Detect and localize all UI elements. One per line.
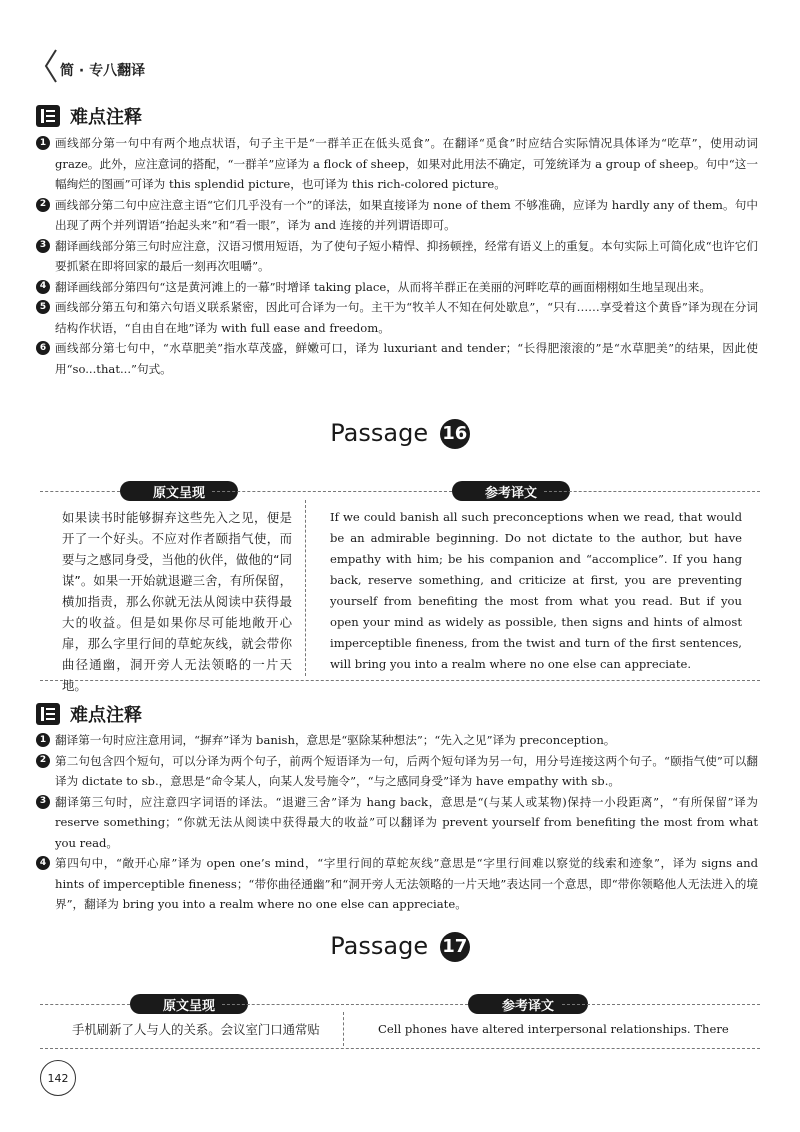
translation-label: 参考译文	[452, 481, 570, 501]
column-divider	[305, 500, 306, 676]
notes-icon	[36, 703, 60, 725]
section1-notes	[36, 133, 758, 379]
note-text: 画线部分第二句中应注意主语“它们几乎没有一个”的译法，如果直接译为 none of them 不够准确，应译为 hardly any of them。句中出现了两个并列谓语“抬起头来”和“看一眼”，译为 and 连接的并列谓语即可。	[55, 197, 758, 232]
divider-line	[222, 1004, 468, 1005]
section2-notes	[36, 730, 758, 915]
note-number: 4	[36, 280, 50, 294]
divider-line	[562, 1004, 760, 1005]
note-item	[36, 730, 758, 751]
note-number: 3	[36, 239, 50, 253]
note-item	[36, 133, 758, 195]
note-text: 画线部分第七句中，“水草肥美”指水草茂盛，鲜嫩可口，译为 luxuriant and tender；“长得肥滚滚的”是“水草肥美”的结果，因此使用“so...that...”句式。	[55, 341, 758, 376]
section1-title: 难点注释	[36, 103, 142, 129]
passage17-number-badge: 17	[440, 932, 470, 962]
note-text: 翻译画线部分第四句“这是黄河滩上的一幕”时增译 taking place，从而将羊群正在美丽的河畔吃草的画面栩栩如生地呈现出来。	[55, 279, 711, 294]
passage16-original-text: 如果读书时能够摒弃这些先入之见，便是开了一个好头。不应对作者颐指气使，而要与之感同身受，当他的伙伴，做他的“同谋”。如果一开始就退避三舍，有所保留，横加指责，那么你就无法从阅读中获得最大的收益。但是如果你尽可能地敞开心扉，那么字里行间的草蛇灰线，就会带你曲径通幽，洞开旁人无法领略的一片天地。	[62, 510, 292, 693]
passage16-number-badge: 16	[440, 419, 470, 449]
note-text: 第四句中，“敞开心扉”译为 open one’s mind，“字里行间的草蛇灰线”意思是“字里行间难以察觉的线索和迹象”，译为 signs and hints of imperceptible fineness；“带你曲径通幽”和“洞开旁人无法领略的一片天地”表达同一个意思，即“带你领略他人无法进入的境界”，翻译为 bring you into a realm where no one else can appreciate。	[55, 856, 758, 911]
header-section-label: 简 · 专八翻译	[60, 63, 146, 79]
note-text: 画线部分第五句和第六句语义联系紧密，因此可合译为一句。主干为“牧羊人不知在何处歇息”，“只有……享受着这个黄昏”译为现在分词结构作状语，“自由自在地”译为 with full ease and freedom。	[55, 300, 758, 335]
section2-title: 难点注释	[36, 701, 142, 727]
note-number: 1	[36, 136, 50, 150]
divider-line	[212, 491, 452, 492]
note-text: 翻译画线部分第三句时应注意，汉语习惯用短语，为了使句子短小精悍、抑扬顿挫，经常有语义上的重复。本句实际上可简化成“也许它们要抓紧在即将回家的最后一刻再次咀嚼”。	[55, 238, 758, 273]
passage16-translation-text: If we could banish all such preconceptions when we read, that would be an admirable beginning. Do not dictate to the author, but have empathy with him; be his companion and “accomplice”. If you hang back, reserve something, and criticize at first, you are preventing yourself from benefiting the most from what you read. But if you open your mind as widely as possible, then signs and hints of almost imperceptible fineness, from the twist and turn of the first sentences, will bring you into a realm where no one else can appreciate.	[330, 510, 742, 671]
note-number: 2	[36, 754, 50, 768]
passage17-translation-text: Cell phones have altered interpersonal relationships. There	[378, 1022, 729, 1036]
divider-line	[40, 1048, 760, 1049]
note-item	[36, 277, 758, 298]
page-number: 142	[40, 1060, 76, 1096]
note-number: 5	[36, 300, 50, 314]
note-item	[36, 297, 758, 338]
note-item	[36, 853, 758, 915]
note-number: 1	[36, 733, 50, 747]
note-item	[36, 236, 758, 277]
note-item	[36, 195, 758, 236]
note-item	[36, 751, 758, 792]
notes-icon	[36, 105, 60, 127]
divider-line	[40, 491, 120, 492]
original-text-label: 原文呈现	[120, 481, 238, 501]
note-text: 翻译第三句时，应注意四字词语的译法。“退避三舍”译为 hang back，意思是“(与某人或某物)保持一小段距离”，“有所保留”译为 reserve something；“你就无法从阅读中获得最大的收益”可以翻译为 prevent yourself from benefiting the most from what you read。	[55, 794, 758, 850]
note-item	[36, 338, 758, 379]
column-divider	[343, 1012, 344, 1046]
passage17-original-text: 手机刷新了人与人的关系。会议室门口通常贴	[72, 1022, 320, 1037]
translation-label: 参考译文	[468, 994, 588, 1014]
note-text: 画线部分第一句中有两个地点状语，句子主干是“一群羊正在低头觅食”。在翻译“觅食”时应结合实际情况具体译为“吃草”，使用动词 graze。此外，应注意词的搭配，“一群羊”应译为 a flock of sheep，如果对此用法不确定，可笼统译为 a group of sheep。句中“这一幅绚烂的图画”可译为 this splendid picture，也可译为 this rich-colored picture。	[55, 136, 758, 191]
note-text: 翻译第一句时应注意用词，“摒弃”译为 banish，意思是“驱除某种想法”；“先入之见”译为 preconception。	[55, 733, 616, 747]
note-number: 3	[36, 795, 50, 809]
note-number: 2	[36, 198, 50, 212]
note-text: 第二句包含四个短句，可以分译为两个句子，前两个短语译为一句，后两个短句译为另一句，用分号连接这两个句子。“颐指气使”可以翻译为 dictate to sb.，意思是“命令某人，向某人发号施令”，“与之感同身受”译为 have empathy with sb.。	[55, 753, 758, 788]
header-bracket-icon	[40, 48, 62, 84]
note-item	[36, 792, 758, 854]
divider-line	[544, 491, 760, 492]
divider-line	[40, 1004, 130, 1005]
note-number: 6	[36, 341, 50, 355]
original-text-label: 原文呈现	[130, 994, 248, 1014]
passage16-heading: Passage 16	[0, 419, 800, 449]
passage17-heading: Passage 17	[0, 932, 800, 962]
note-number: 4	[36, 856, 50, 870]
